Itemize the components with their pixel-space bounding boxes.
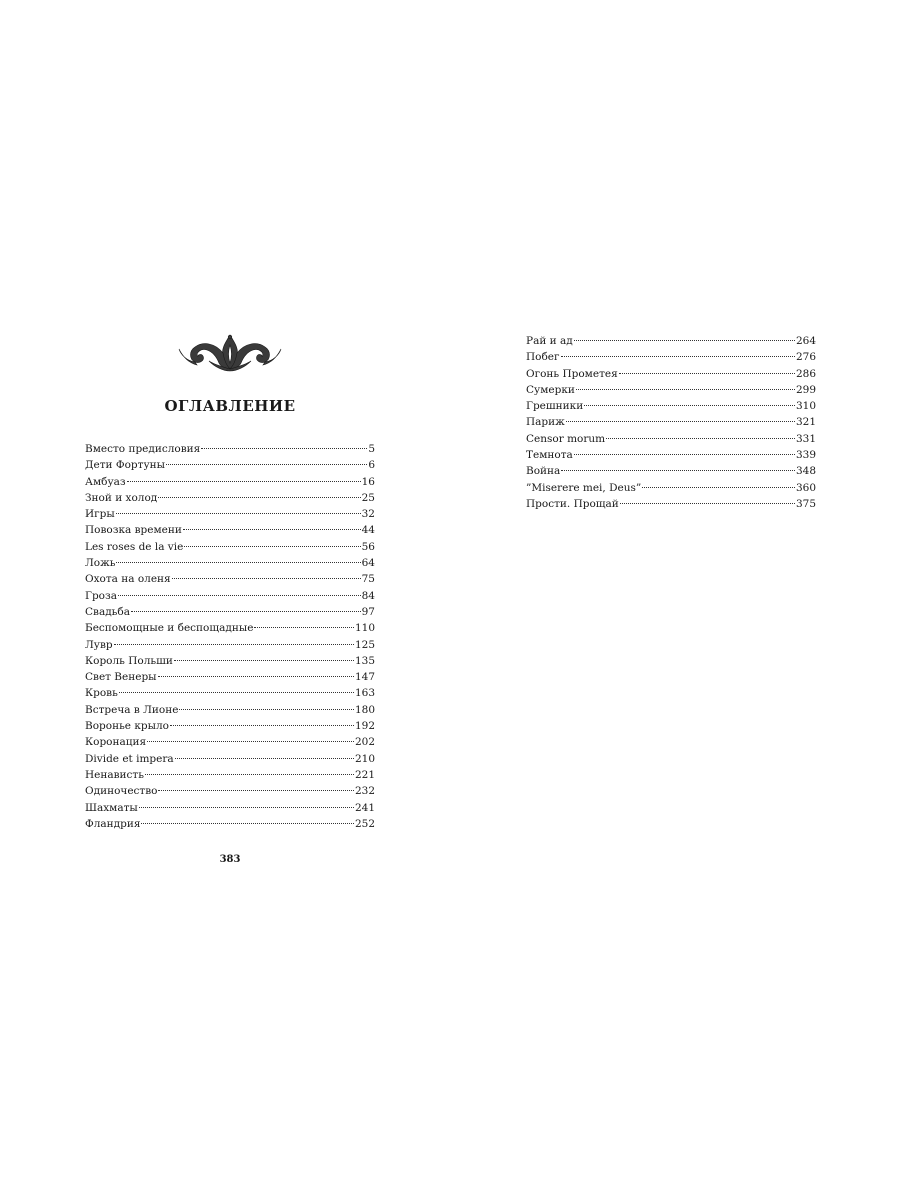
toc-entry-page: 348	[795, 465, 816, 478]
toc-entry[interactable]	[85, 620, 375, 636]
toc-entry-title: Ложь	[85, 557, 116, 570]
toc-entry[interactable]	[85, 474, 375, 490]
toc-entry-page: 97	[361, 605, 375, 618]
dot-leader	[576, 389, 795, 390]
dot-leader	[139, 807, 354, 808]
toc-entry-page: 286	[795, 367, 816, 380]
dot-leader	[175, 758, 354, 759]
dot-leader	[584, 405, 795, 406]
toc-entry-title: Вместо предисловия	[85, 443, 201, 455]
toc-entry-title: Кровь	[85, 687, 118, 700]
toc-entry[interactable]	[85, 539, 375, 555]
toc-entry-page: 331	[795, 432, 816, 445]
toc-entry[interactable]	[526, 447, 816, 463]
toc-entry-page: 210	[354, 752, 375, 765]
dot-leader	[574, 340, 795, 341]
toc-entry-title: Les roses de la vie	[85, 540, 184, 553]
toc-entry[interactable]	[85, 685, 375, 701]
toc-entry-title: Лувр	[85, 638, 113, 651]
dot-leader	[158, 676, 354, 677]
toc-entry-page: 125	[354, 638, 375, 651]
toc-entry-title: Прости. Прощай	[526, 497, 619, 510]
toc-entry-page: 5	[368, 443, 375, 455]
toc-entry-page: 241	[354, 801, 375, 814]
toc-entry[interactable]	[526, 349, 816, 365]
toc-entry[interactable]	[85, 767, 375, 783]
toc-entry-page: 221	[354, 768, 375, 781]
toc-entry[interactable]	[85, 457, 375, 473]
toc-entry[interactable]	[85, 718, 375, 734]
toc-entry-page: 75	[361, 573, 375, 586]
toc-entry[interactable]	[85, 816, 375, 832]
toc-list-left	[85, 441, 375, 832]
dot-leader	[158, 497, 360, 498]
toc-entry[interactable]	[85, 669, 375, 685]
dot-leader	[566, 421, 795, 422]
toc-entry-title: Фландрия	[85, 817, 141, 830]
toc-entry-page: 321	[795, 416, 816, 429]
toc-entry[interactable]	[526, 496, 816, 512]
toc-entry-page: 276	[795, 351, 816, 364]
toc-entry-page: 360	[795, 481, 816, 494]
toc-entry-page: 339	[795, 449, 816, 462]
toc-entry[interactable]	[526, 431, 816, 447]
toc-list-right	[526, 333, 816, 512]
dot-leader	[114, 644, 354, 645]
toc-entry[interactable]	[85, 571, 375, 587]
toc-entry-page: 44	[361, 524, 375, 537]
toc-entry-page: 310	[795, 400, 816, 413]
toc-entry-page: 147	[354, 671, 375, 684]
toc-entry[interactable]	[85, 751, 375, 767]
toc-entry-title: Зной и холод	[85, 491, 158, 504]
dot-leader	[642, 487, 795, 488]
toc-entry-title: Гроза	[85, 589, 117, 602]
toc-entry-title: Грешники	[526, 400, 584, 413]
toc-entry-page: 299	[795, 383, 816, 396]
dot-leader	[118, 595, 361, 596]
dot-leader	[131, 611, 361, 612]
toc-entry-title: Охота на оленя	[85, 573, 171, 586]
toc-entry[interactable]	[85, 441, 375, 457]
dot-leader	[166, 464, 367, 465]
toc-entry[interactable]	[85, 734, 375, 750]
dot-leader	[201, 448, 367, 449]
dot-leader	[116, 513, 361, 514]
toc-entry-title: Темнота	[526, 449, 573, 462]
dot-leader	[561, 356, 795, 357]
toc-entry-title: Шахматы	[85, 801, 138, 814]
toc-entry-page: 16	[361, 475, 375, 488]
toc-entry[interactable]	[526, 398, 816, 414]
toc-entry-title: Ненависть	[85, 768, 144, 781]
right-page	[450, 0, 900, 1200]
toc-entry-title: Побег	[526, 351, 560, 364]
dot-leader	[116, 562, 360, 563]
toc-entry-page: 375	[795, 497, 816, 510]
toc-entry-page: 232	[354, 785, 375, 798]
dot-leader	[184, 546, 360, 547]
toc-entry-title: Свет Венеры	[85, 671, 157, 684]
toc-entry[interactable]	[85, 588, 375, 604]
toc-entry-title: Censor morum	[526, 432, 606, 445]
toc-entry-title: Беспомощные и беспощадные	[85, 622, 254, 635]
toc-entry-page: 264	[795, 335, 816, 347]
toc-entry[interactable]	[85, 653, 375, 669]
toc-entry-title: Одиночество	[85, 785, 158, 798]
dot-leader	[183, 529, 361, 530]
toc-entry-title: Воронье крыло	[85, 720, 169, 733]
toc-entry-page: 163	[354, 687, 375, 700]
toc-entry[interactable]	[85, 702, 375, 718]
toc-entry[interactable]	[85, 506, 375, 522]
toc-entry-title: Divide et impera	[85, 752, 174, 765]
toc-entry[interactable]	[85, 604, 375, 620]
acanthus-ornament-icon	[175, 331, 285, 373]
dot-leader	[145, 774, 354, 775]
toc-entry-page: 202	[354, 736, 375, 749]
toc-entry[interactable]	[85, 800, 375, 816]
toc-entry-title: Повозка времени	[85, 524, 182, 537]
toc-entry[interactable]	[526, 414, 816, 430]
toc-entry-title: Амбуаз	[85, 475, 126, 488]
toc-entry-page: 192	[354, 720, 375, 733]
toc-entry-title: Сумерки	[526, 383, 575, 396]
toc-entry-page: 84	[361, 589, 375, 602]
toc-entry-page: 180	[354, 703, 375, 716]
toc-entry[interactable]	[526, 480, 816, 496]
toc-entry-page: 135	[354, 654, 375, 667]
toc-entry[interactable]	[526, 463, 816, 479]
toc-entry-title: Король Польши	[85, 654, 173, 667]
toc-entry-title: Париж	[526, 416, 565, 429]
toc-entry[interactable]	[85, 637, 375, 653]
toc-entry-title: Огонь Прометея	[526, 367, 618, 380]
toc-entry-page: 252	[354, 817, 375, 830]
toc-entry-page: 110	[354, 622, 375, 635]
toc-entry[interactable]	[526, 366, 816, 382]
toc-entry[interactable]	[85, 490, 375, 506]
dot-leader	[254, 627, 354, 628]
dot-leader	[147, 741, 354, 742]
toc-entry-page: 25	[361, 491, 375, 504]
dot-leader	[619, 373, 795, 374]
dot-leader	[574, 454, 795, 455]
toc-entry-title: Война	[526, 465, 561, 478]
toc-heading: ОГЛАВЛЕНИЕ	[164, 397, 296, 415]
toc-entry[interactable]	[85, 783, 375, 799]
toc-entry-title: Встреча в Лионе	[85, 703, 179, 716]
toc-entry[interactable]	[526, 333, 816, 349]
dot-leader	[179, 709, 354, 710]
toc-entry[interactable]	[85, 522, 375, 538]
page-number: 383	[219, 854, 241, 865]
toc-entry-page: 56	[361, 540, 375, 553]
toc-entry-page: 6	[368, 459, 375, 472]
dot-leader	[620, 503, 795, 504]
toc-entry-page: 64	[361, 557, 375, 570]
toc-entry-title: Свадьба	[85, 605, 130, 618]
toc-entry-title: Коронация	[85, 736, 147, 749]
dot-leader	[127, 481, 361, 482]
dot-leader	[158, 790, 353, 791]
dot-leader	[119, 692, 354, 693]
toc-entry-title: Игры	[85, 508, 115, 521]
toc-entry[interactable]	[85, 555, 375, 571]
toc-entry-page: 32	[361, 508, 375, 521]
dot-leader	[172, 578, 361, 579]
dot-leader	[170, 725, 354, 726]
toc-entry-title: Дети Фортуны	[85, 459, 165, 472]
dot-leader	[141, 823, 354, 824]
dot-leader	[561, 470, 795, 471]
toc-entry-title: ”Miserere mei, Deus”	[526, 481, 642, 494]
toc-entry-title: Рай и ад	[526, 335, 573, 347]
dot-leader	[174, 660, 354, 661]
toc-entry[interactable]	[526, 382, 816, 398]
dot-leader	[606, 438, 795, 439]
